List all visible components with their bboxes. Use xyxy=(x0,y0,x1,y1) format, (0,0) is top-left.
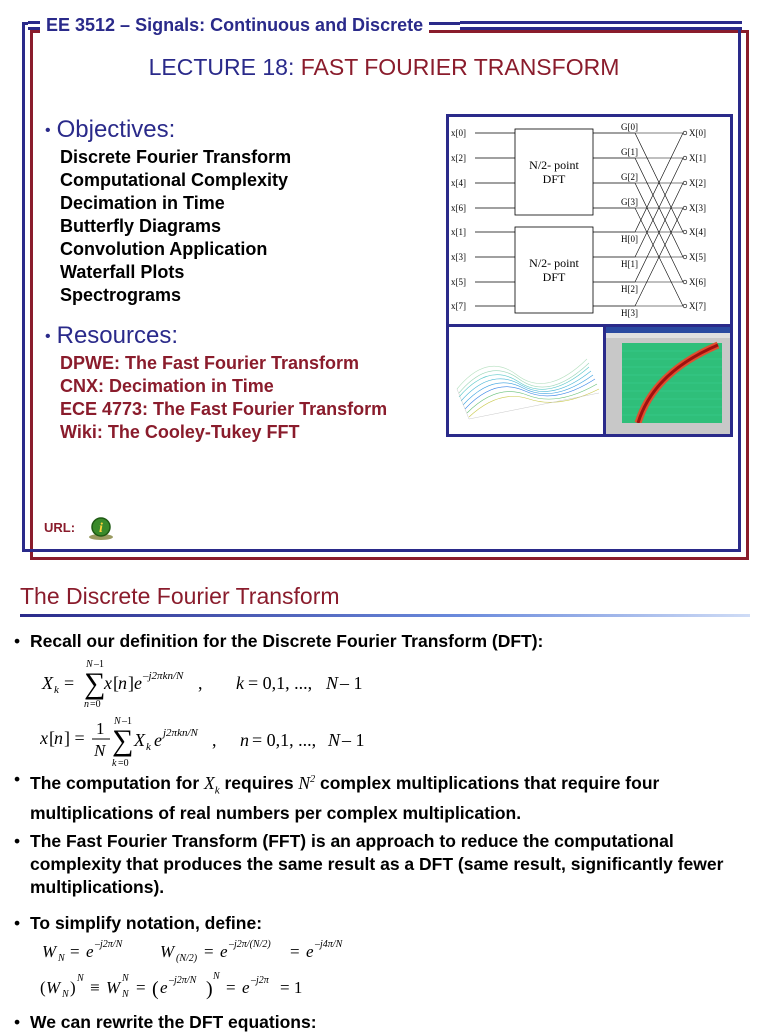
svg-text:X: X xyxy=(42,673,53,693)
resource-link[interactable]: Wiki: The Cooley-Tukey FFT xyxy=(60,422,300,442)
slide-title: The Discrete Fourier Transform xyxy=(20,583,340,609)
waterfall-plot-image xyxy=(449,327,603,434)
objectives-heading: • Objectives: xyxy=(45,116,176,143)
svg-text:] =: ] = xyxy=(64,728,85,748)
list-item: Butterfly Diagrams xyxy=(60,216,222,236)
output-label: X[5] xyxy=(689,252,706,262)
info-icon[interactable] xyxy=(88,515,114,541)
svg-text:= 0,1, ...,: = 0,1, ..., xyxy=(248,673,313,693)
svg-text:e: e xyxy=(160,978,168,997)
input-label: x[1] xyxy=(451,227,466,237)
svg-text:[: [ xyxy=(49,728,55,748)
h-label: H[3] xyxy=(621,308,638,318)
dft-equation xyxy=(40,657,380,709)
svg-text:–j2π/(N/2): –j2π/(N/2) xyxy=(229,939,271,950)
svg-text:–j2π: –j2π xyxy=(251,975,269,986)
svg-text:N: N xyxy=(62,989,69,1000)
svg-text:]: ] xyxy=(128,673,134,693)
svg-text:N: N xyxy=(122,973,129,984)
resource-link[interactable]: CNX: Decimation in Time xyxy=(60,376,274,396)
svg-text:1: 1 xyxy=(96,719,105,738)
svg-text:k: k xyxy=(146,741,151,753)
svg-text:W: W xyxy=(106,978,121,997)
svg-text:≡: ≡ xyxy=(90,978,100,997)
svg-text:e: e xyxy=(86,942,94,961)
dft-label: DFT xyxy=(542,270,566,284)
dft-label: DFT xyxy=(542,172,566,186)
input-label: x[3] xyxy=(451,252,466,262)
list-item: Computational Complexity xyxy=(60,170,289,190)
input-label: x[0] xyxy=(451,128,466,138)
h-label: H[0] xyxy=(621,234,638,244)
svg-text:N: N xyxy=(328,730,341,750)
bullet-item: • The Fast Fourier Transform (FFT) is an approach to reduce the computational complexity that produces the same result as a DFT (same result, significantly fewer multiplications). xyxy=(14,831,724,897)
svg-text:e: e xyxy=(242,978,250,997)
g-label: G[2] xyxy=(621,172,638,182)
svg-text:–j2π/N: –j2π/N xyxy=(95,939,123,950)
svg-text:=: = xyxy=(70,942,80,961)
svg-text:=: = xyxy=(204,942,214,961)
list-item: Waterfall Plots xyxy=(60,262,185,282)
svg-text:(: ( xyxy=(40,978,46,997)
twiddle-definition xyxy=(40,933,400,967)
input-label: x[2] xyxy=(451,153,466,163)
svg-text:N: N xyxy=(77,973,84,984)
svg-text:=: = xyxy=(64,673,75,693)
h-label: H[2] xyxy=(621,284,638,294)
svg-text:[: [ xyxy=(113,673,119,693)
svg-text:N: N xyxy=(213,971,220,982)
input-label: x[5] xyxy=(451,277,466,287)
svg-text:N: N xyxy=(94,741,106,760)
svg-text:): ) xyxy=(70,978,76,997)
svg-text:–j2π/N: –j2π/N xyxy=(169,975,197,986)
resources-heading: • Resources: xyxy=(45,322,178,349)
output-node xyxy=(683,156,687,160)
h-label: H[1] xyxy=(621,259,638,269)
dft-label: N/2- point xyxy=(529,256,579,270)
svg-text:k: k xyxy=(54,684,59,696)
svg-text:∑: ∑ xyxy=(84,667,106,700)
output-node xyxy=(683,131,687,135)
svg-text:n: n xyxy=(84,699,89,709)
svg-text:x: x xyxy=(104,673,112,693)
svg-text:e: e xyxy=(134,673,142,693)
svg-text:,: , xyxy=(212,730,217,750)
output-node xyxy=(683,230,687,234)
output-node xyxy=(683,181,687,185)
svg-text:N: N xyxy=(58,953,65,964)
svg-text:W: W xyxy=(46,978,61,997)
svg-text:= 0,1, ...,: = 0,1, ..., xyxy=(252,730,317,750)
resource-link[interactable]: ECE 4773: The Fast Fourier Transform xyxy=(60,399,388,419)
output-label: X[7] xyxy=(689,301,706,311)
svg-text:– 1: – 1 xyxy=(340,673,363,693)
lecture-topic: FAST FOURIER TRANSFORM xyxy=(300,54,620,80)
svg-text:– 1: – 1 xyxy=(342,730,365,750)
svg-text:=: = xyxy=(226,978,236,997)
resource-link[interactable]: DPWE: The Fast Fourier Transform xyxy=(60,353,360,373)
objectives-list xyxy=(60,146,291,307)
list-item: Convolution Application xyxy=(60,239,268,259)
dft-label: N/2- point xyxy=(529,158,579,172)
svg-text:=0: =0 xyxy=(118,758,129,769)
svg-text:(: ( xyxy=(152,978,159,1000)
svg-text:): ) xyxy=(206,978,213,1000)
svg-text:,: , xyxy=(198,673,203,693)
g-label: G[3] xyxy=(621,197,638,207)
idft-equation xyxy=(40,712,380,770)
svg-text:=: = xyxy=(290,942,300,961)
list-item: Discrete Fourier Transform xyxy=(60,147,292,167)
output-node xyxy=(683,255,687,259)
svg-text:X: X xyxy=(134,730,145,750)
svg-text:W: W xyxy=(160,942,175,961)
bullet-item: • Recall our definition for the Discrete Fourier Transform (DFT): xyxy=(14,631,544,651)
bullet-item: • The computation for $X_k$ requires $N^2$ complex multiplications that require four multiplications of real numbers per complex multiplication. xyxy=(14,769,660,824)
svg-text:=0: =0 xyxy=(90,699,101,709)
spectrogram-image xyxy=(606,327,730,434)
title-rule xyxy=(20,614,750,617)
g-label: G[1] xyxy=(621,147,638,157)
svg-text:∑: ∑ xyxy=(112,724,134,757)
output-node xyxy=(683,304,687,308)
resources-list xyxy=(60,352,387,444)
twiddle-identity xyxy=(40,969,380,1003)
output-label: X[3] xyxy=(689,203,706,213)
input-label: x[4] xyxy=(451,178,466,188)
svg-text:(N/2): (N/2) xyxy=(176,953,198,964)
lecture-number: LECTURE 18: xyxy=(148,54,301,80)
svg-text:x: x xyxy=(40,728,48,748)
svg-text:W: W xyxy=(42,942,57,961)
list-item: Decimation in Time xyxy=(60,193,225,213)
list-item: Spectrograms xyxy=(60,285,182,305)
bullet-item: • We can rewrite the DFT equations: xyxy=(14,1012,317,1032)
svg-text:=: = xyxy=(136,978,146,997)
output-node xyxy=(683,280,687,284)
course-title: EE 3512 – Signals: Continuous and Discrete xyxy=(40,15,429,36)
svg-text:–1: –1 xyxy=(94,659,104,670)
input-label: x[6] xyxy=(451,203,466,213)
svg-text:j2πkn/N: j2πkn/N xyxy=(163,727,198,739)
title-bar-right xyxy=(460,21,742,30)
svg-text:k: k xyxy=(236,673,244,693)
svg-text:n: n xyxy=(54,728,63,748)
svg-text:N: N xyxy=(86,659,93,670)
svg-text:e: e xyxy=(154,730,162,750)
svg-text:n: n xyxy=(240,730,249,750)
svg-text:e: e xyxy=(220,942,228,961)
output-node xyxy=(683,206,687,210)
butterfly-diagram xyxy=(449,117,730,324)
output-label: X[0] xyxy=(689,128,706,138)
svg-text:–1: –1 xyxy=(122,716,132,727)
svg-text:n: n xyxy=(118,673,127,693)
svg-text:–j2πkn/N: –j2πkn/N xyxy=(143,670,184,682)
input-label: x[7] xyxy=(451,301,466,311)
svg-text:N: N xyxy=(122,989,129,1000)
svg-text:e: e xyxy=(306,942,314,961)
output-label: X[1] xyxy=(689,153,706,163)
svg-text:–j4π/N: –j4π/N xyxy=(315,939,343,950)
svg-text:k: k xyxy=(112,758,117,769)
output-label: X[4] xyxy=(689,227,706,237)
output-label: X[6] xyxy=(689,277,706,287)
svg-text:i: i xyxy=(99,521,103,536)
svg-text:N: N xyxy=(114,716,121,727)
svg-text:= 1: = 1 xyxy=(280,978,303,997)
lecture-title xyxy=(0,54,768,81)
url-label: URL: xyxy=(44,520,76,535)
svg-text:N: N xyxy=(326,673,339,693)
bullet-item: • To simplify notation, define: xyxy=(14,913,263,933)
output-label: X[2] xyxy=(689,178,706,188)
g-label: G[0] xyxy=(621,122,638,132)
